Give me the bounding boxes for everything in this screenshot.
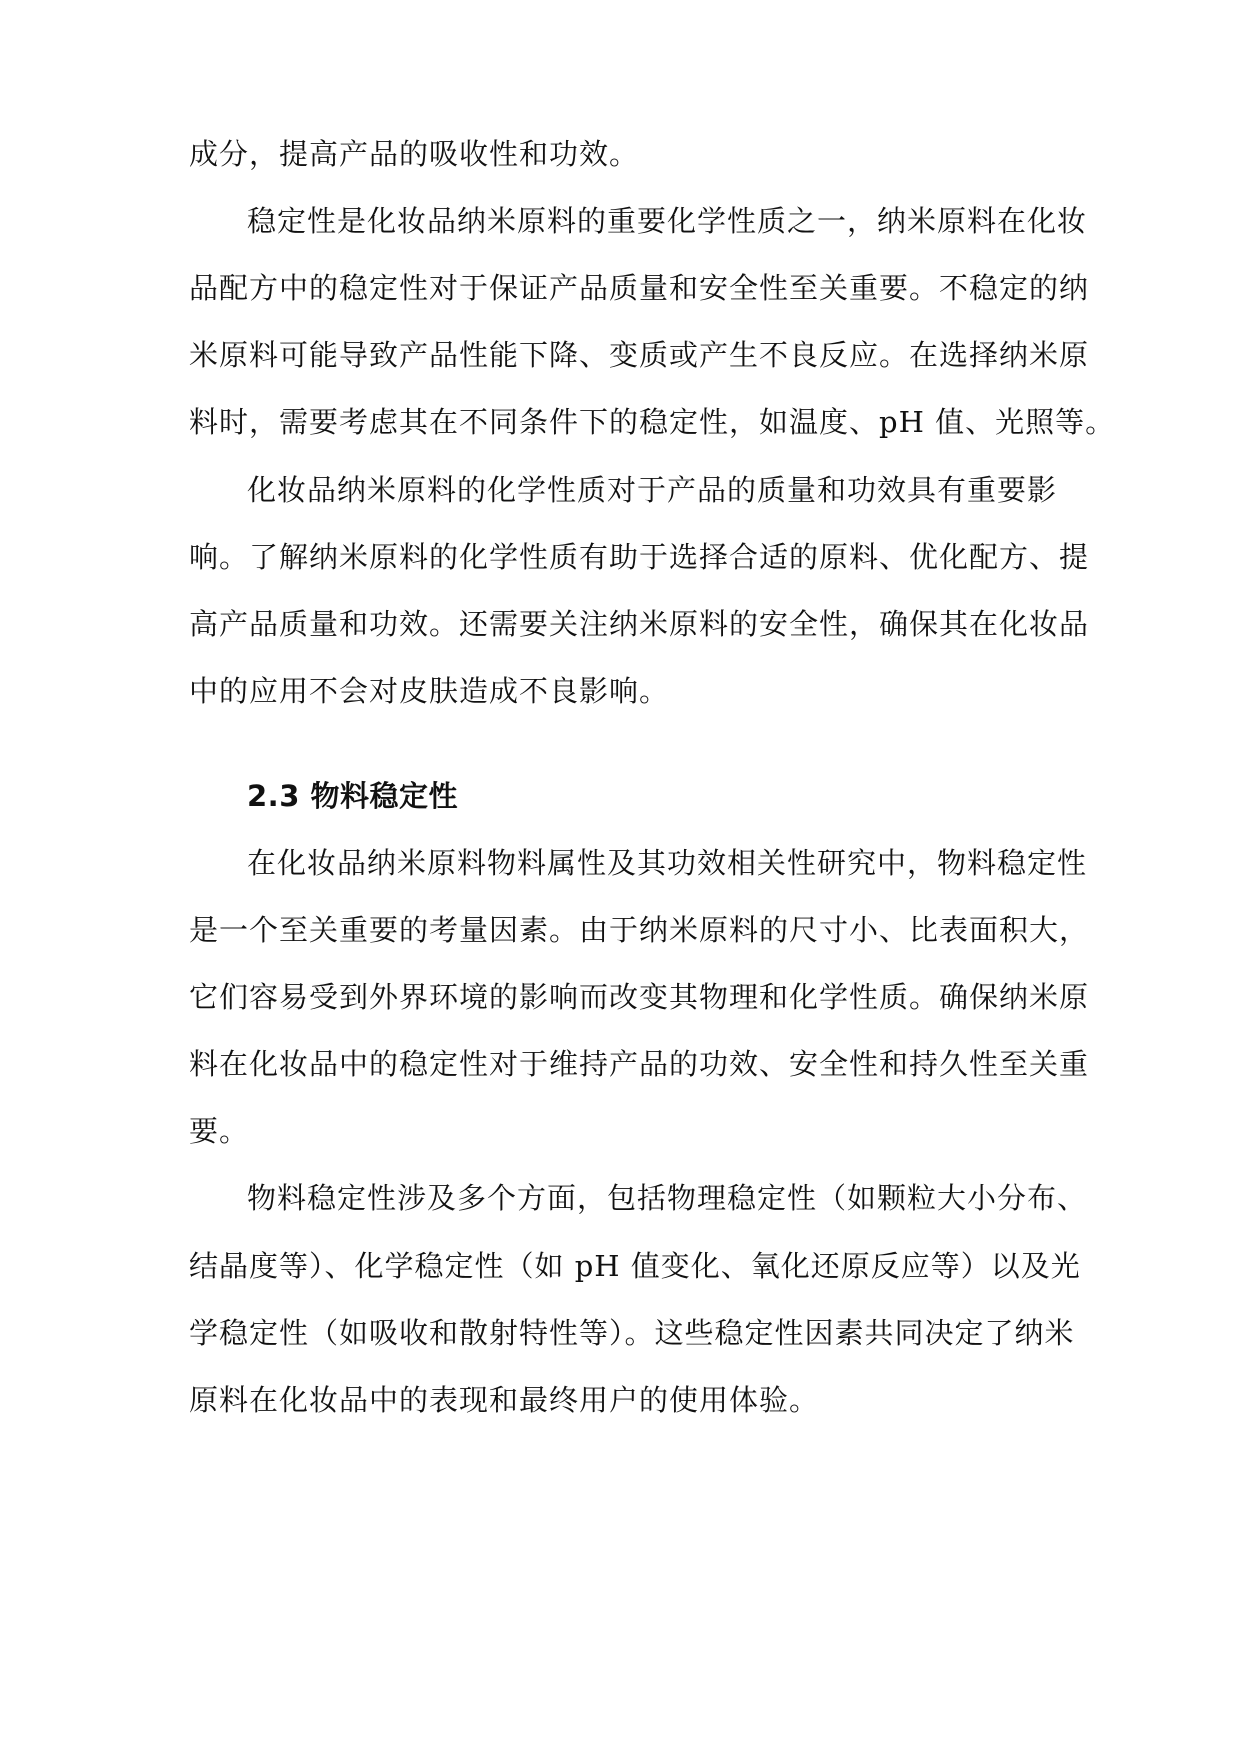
text-line: 是一个至关重要的考量因素。由于纳米原料的尺寸小、比表面积大，: [189, 913, 1090, 947]
text-line: 响。了解纳米原料的化学性质有助于选择合适的原料、优化配方、提: [189, 540, 1090, 574]
paragraph-first-line: 化妆品纳米原料的化学性质对于产品的质量和功效具有重要影: [247, 473, 1058, 507]
text-line: 料在化妆品中的稳定性对于维持产品的功效、安全性和持久性至关重: [189, 1047, 1090, 1081]
text-line: 成分，提高产品的吸收性和功效。: [189, 137, 640, 171]
paragraph-first-line: 在化妆品纳米原料物料属性及其功效相关性研究中，物料稳定性: [247, 846, 1088, 880]
text-line: 料时，需要考虑其在不同条件下的稳定性，如温度、pH 值、光照等。: [189, 405, 1116, 439]
text-line: 要。: [189, 1114, 250, 1148]
text-line: 原料在化妆品中的表现和最终用户的使用体验。: [189, 1383, 820, 1417]
text-line: 高产品质量和功效。还需要关注纳米原料的安全性，确保其在化妆品: [189, 607, 1090, 641]
text-line: 品配方中的稳定性对于保证产品质量和安全性至关重要。不稳定的纳: [189, 271, 1090, 305]
text-line: 中的应用不会对皮肤造成不良影响。: [189, 674, 670, 708]
paragraph-first-line: 稳定性是化妆品纳米原料的重要化学性质之一，纳米原料在化妆: [247, 204, 1088, 238]
text-line: 结晶度等）、化学稳定性（如 pH 值变化、氧化还原反应等）以及光: [189, 1249, 1081, 1283]
section-heading: 2.3 物料稳定性: [247, 779, 458, 813]
text-line: 米原料可能导致产品性能下降、变质或产生不良反应。在选择纳米原: [189, 338, 1090, 372]
paragraph-first-line: 物料稳定性涉及多个方面，包括物理稳定性（如颗粒大小分布、: [247, 1181, 1088, 1215]
text-line: 学稳定性（如吸收和散射特性等）。这些稳定性因素共同决定了纳米: [189, 1316, 1075, 1350]
text-line: 它们容易受到外界环境的影响而改变其物理和化学性质。确保纳米原: [189, 980, 1090, 1014]
